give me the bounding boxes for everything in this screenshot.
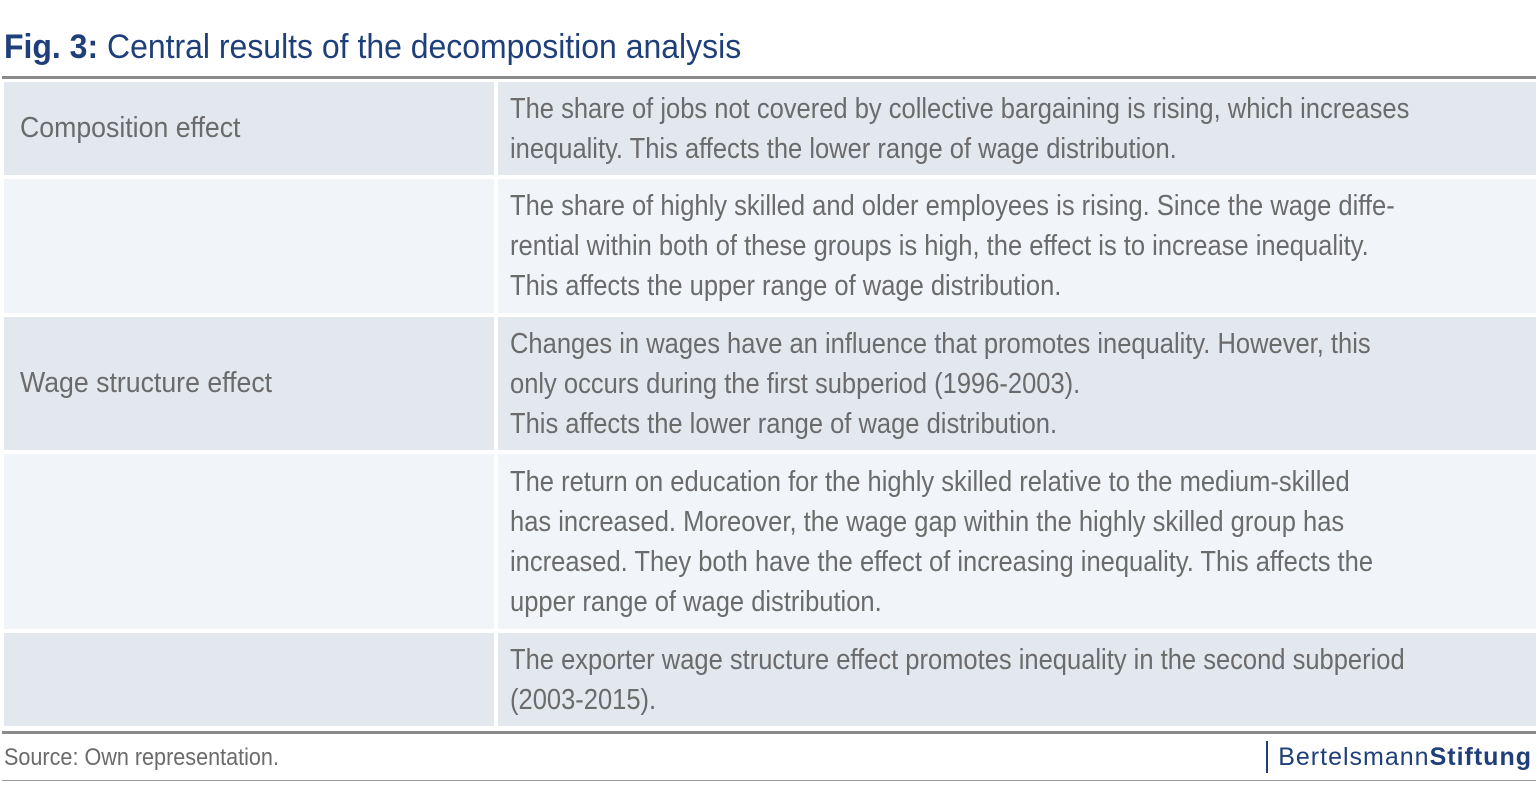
row-label: Composition effect (20, 112, 241, 144)
description-line: The return on education for the highly skilled relative to the medium-skilled (510, 465, 1350, 498)
row-label-cell (4, 82, 494, 175)
table-row (4, 454, 1536, 629)
description-line: Changes in wages have an influence that promotes inequality. However, this (510, 327, 1371, 360)
brand-name (1278, 743, 1532, 772)
description-line: upper range of wage distribution. (510, 585, 882, 618)
table-row (4, 82, 1536, 175)
description-line: has increased. Moreover, the wage gap within the highly skilled group has (510, 505, 1345, 538)
row-label-cell (4, 633, 494, 726)
brand-name-regular: Bertelsmann (1278, 742, 1430, 771)
row-description-cell (498, 179, 1536, 313)
row-description-cell (498, 82, 1536, 175)
brand-name-bold: Stiftung (1429, 742, 1532, 771)
row-label-cell (4, 317, 494, 450)
description-line: The exporter wage structure effect promotes inequality in the second subperiod (510, 643, 1405, 676)
source-note: Source: Own representation. (4, 744, 279, 771)
table-row (4, 633, 1536, 726)
row-description-cell (498, 633, 1536, 726)
brand-logo (1266, 740, 1532, 774)
top-rule (2, 76, 1536, 79)
brand-divider (1266, 741, 1268, 773)
description-line: This affects the lower range of wage distribution. (510, 407, 1058, 440)
description-line: The share of highly skilled and older employees is rising. Since the wage diffe- (510, 190, 1395, 222)
table-row (4, 179, 1536, 313)
row-label-cell (4, 179, 494, 313)
description-line: rential within both of these groups is high, the effect is to increase inequality. (510, 230, 1369, 262)
description-line: inequality. This affects the lower range of wage distribution. (510, 132, 1177, 165)
row-label: Wage structure effect (20, 367, 273, 399)
description-line: (2003-2015). (510, 683, 657, 716)
description-line: The share of jobs not covered by collective bargaining is rising, which increases (510, 92, 1410, 125)
row-description-cell (498, 317, 1536, 450)
footer-rule (2, 780, 1536, 781)
description-line: only occurs during the first subperiod (1996-2003). (510, 367, 1081, 400)
description-line: increased. They both have the effect of increasing inequality. This affects the (510, 545, 1374, 578)
figure-title-text: Central results of the decomposition analysis (106, 28, 742, 66)
results-table (4, 82, 1536, 726)
bottom-rule (2, 731, 1536, 734)
figure-number: Fig. 3: (4, 28, 99, 66)
figure-title (4, 28, 741, 67)
row-label-cell (4, 454, 494, 629)
table-row (4, 317, 1536, 450)
description-line: This affects the upper range of wage distribution. (510, 270, 1062, 302)
row-description-cell (498, 454, 1536, 629)
